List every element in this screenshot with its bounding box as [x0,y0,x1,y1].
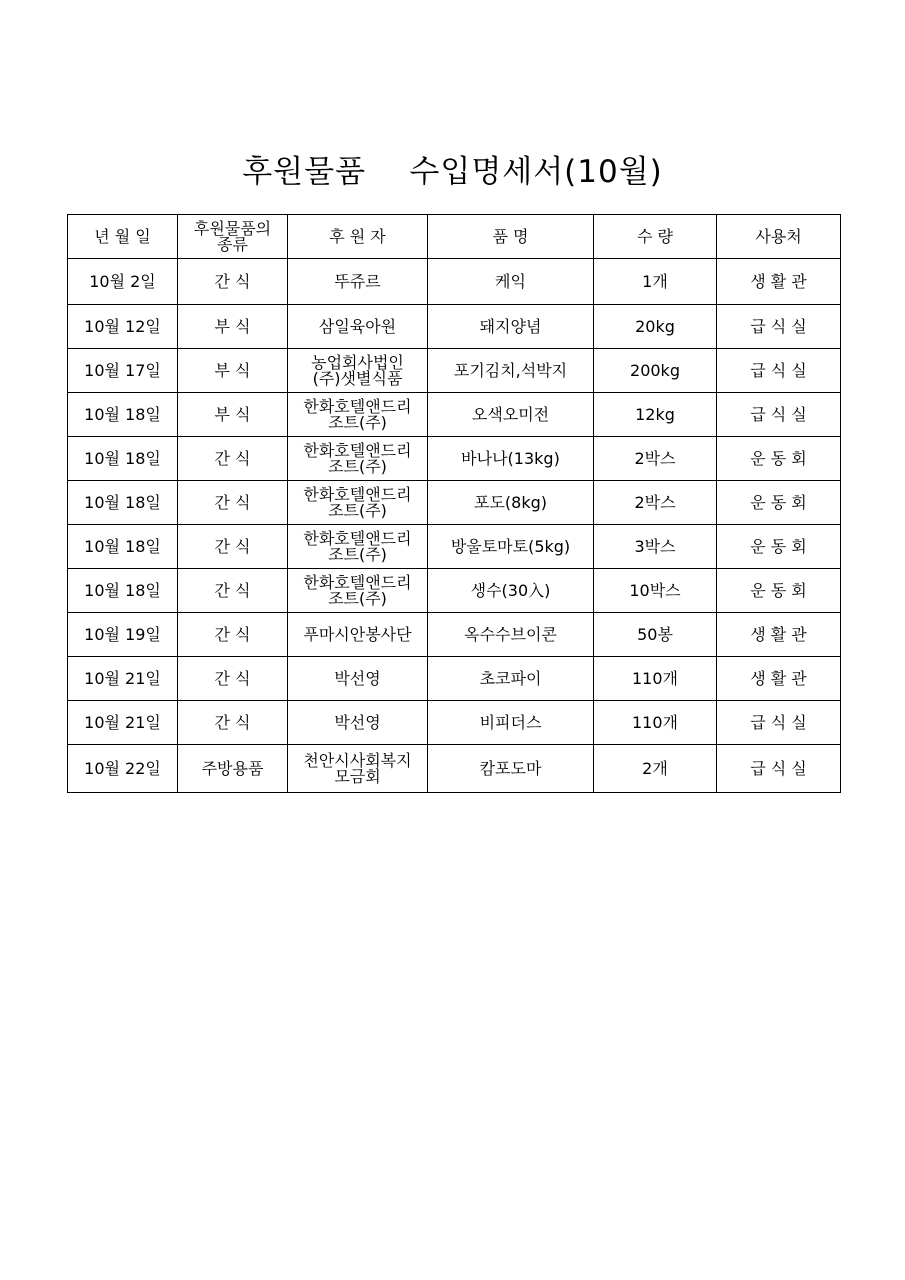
table-row [68,305,841,349]
donation-ledger-table [67,214,841,793]
cell-item: 생수(30入) [428,569,594,613]
table-row [68,613,841,657]
cell-use: 운 동 회 [717,481,841,525]
cell-qty: 2개 [594,745,717,793]
table-row [68,437,841,481]
cell-qty: 1개 [594,259,717,305]
cell-date: 10월 18일 [68,393,178,437]
cell-donor: 푸마시안봉사단 [288,613,428,657]
header-date: 년 월 일 [68,215,178,259]
cell-donor: 한화호텔앤드리 조트(주) [288,525,428,569]
cell-qty: 2박스 [594,481,717,525]
cell-use: 급 식 실 [717,393,841,437]
cell-item: 옥수수브이콘 [428,613,594,657]
cell-qty: 3박스 [594,525,717,569]
cell-date: 10월 18일 [68,569,178,613]
cell-date: 10월 18일 [68,525,178,569]
cell-kind: 부 식 [178,305,288,349]
cell-kind: 부 식 [178,393,288,437]
table-row [68,481,841,525]
cell-qty: 10박스 [594,569,717,613]
page-title: 후원물품 수입명세서(10월) [242,154,663,190]
cell-date: 10월 2일 [68,259,178,305]
table-row [68,701,841,745]
header-row [68,215,841,259]
cell-use: 생 활 관 [717,259,841,305]
cell-use: 생 활 관 [717,613,841,657]
cell-date: 10월 17일 [68,349,178,393]
cell-kind: 부 식 [178,349,288,393]
cell-donor: 뚜쥬르 [288,259,428,305]
cell-use: 운 동 회 [717,569,841,613]
cell-qty: 20kg [594,305,717,349]
header-kind: 후원물품의 종류 [178,215,288,259]
cell-item: 바나나(13kg) [428,437,594,481]
cell-date: 10월 19일 [68,613,178,657]
cell-kind: 간 식 [178,437,288,481]
cell-item: 돼지양념 [428,305,594,349]
cell-donor: 박선영 [288,657,428,701]
table-row [68,569,841,613]
table-row [68,349,841,393]
table-row [68,393,841,437]
cell-donor: 한화호텔앤드리 조트(주) [288,437,428,481]
cell-date: 10월 18일 [68,481,178,525]
header-donor: 후 원 자 [288,215,428,259]
cell-donor: 한화호텔앤드리 조트(주) [288,393,428,437]
cell-date: 10월 22일 [68,745,178,793]
table-row [68,525,841,569]
header-use: 사용처 [717,215,841,259]
cell-donor: 박선영 [288,701,428,745]
cell-item: 초코파이 [428,657,594,701]
table-row [68,259,841,305]
cell-qty: 110개 [594,657,717,701]
cell-donor: 천안시사회복지 모금회 [288,745,428,793]
cell-kind: 간 식 [178,481,288,525]
cell-use: 운 동 회 [717,437,841,481]
cell-use: 급 식 실 [717,349,841,393]
table-row [68,657,841,701]
cell-date: 10월 12일 [68,305,178,349]
cell-item: 포도(8kg) [428,481,594,525]
cell-donor: 농업회사법인 (주)샛별식품 [288,349,428,393]
cell-item: 오색오미전 [428,393,594,437]
cell-item: 캄포도마 [428,745,594,793]
cell-kind: 간 식 [178,259,288,305]
cell-kind: 간 식 [178,525,288,569]
cell-item: 비피더스 [428,701,594,745]
cell-item: 방울토마토(5kg) [428,525,594,569]
cell-donor: 한화호텔앤드리 조트(주) [288,481,428,525]
cell-use: 생 활 관 [717,657,841,701]
header-qty: 수 량 [594,215,717,259]
cell-qty: 110개 [594,701,717,745]
table-row [68,745,841,793]
cell-use: 급 식 실 [717,305,841,349]
cell-qty: 200kg [594,349,717,393]
cell-qty: 50봉 [594,613,717,657]
cell-use: 급 식 실 [717,745,841,793]
cell-item: 케익 [428,259,594,305]
cell-kind: 간 식 [178,657,288,701]
cell-donor: 삼일육아원 [288,305,428,349]
cell-date: 10월 21일 [68,657,178,701]
cell-kind: 간 식 [178,569,288,613]
cell-qty: 12kg [594,393,717,437]
cell-donor: 한화호텔앤드리 조트(주) [288,569,428,613]
cell-kind: 간 식 [178,701,288,745]
cell-use: 급 식 실 [717,701,841,745]
ledger-body [68,259,841,793]
header-item: 품 명 [428,215,594,259]
cell-kind: 주방용품 [178,745,288,793]
cell-date: 10월 18일 [68,437,178,481]
cell-use: 운 동 회 [717,525,841,569]
cell-date: 10월 21일 [68,701,178,745]
cell-item: 포기김치,석박지 [428,349,594,393]
cell-kind: 간 식 [178,613,288,657]
cell-qty: 2박스 [594,437,717,481]
